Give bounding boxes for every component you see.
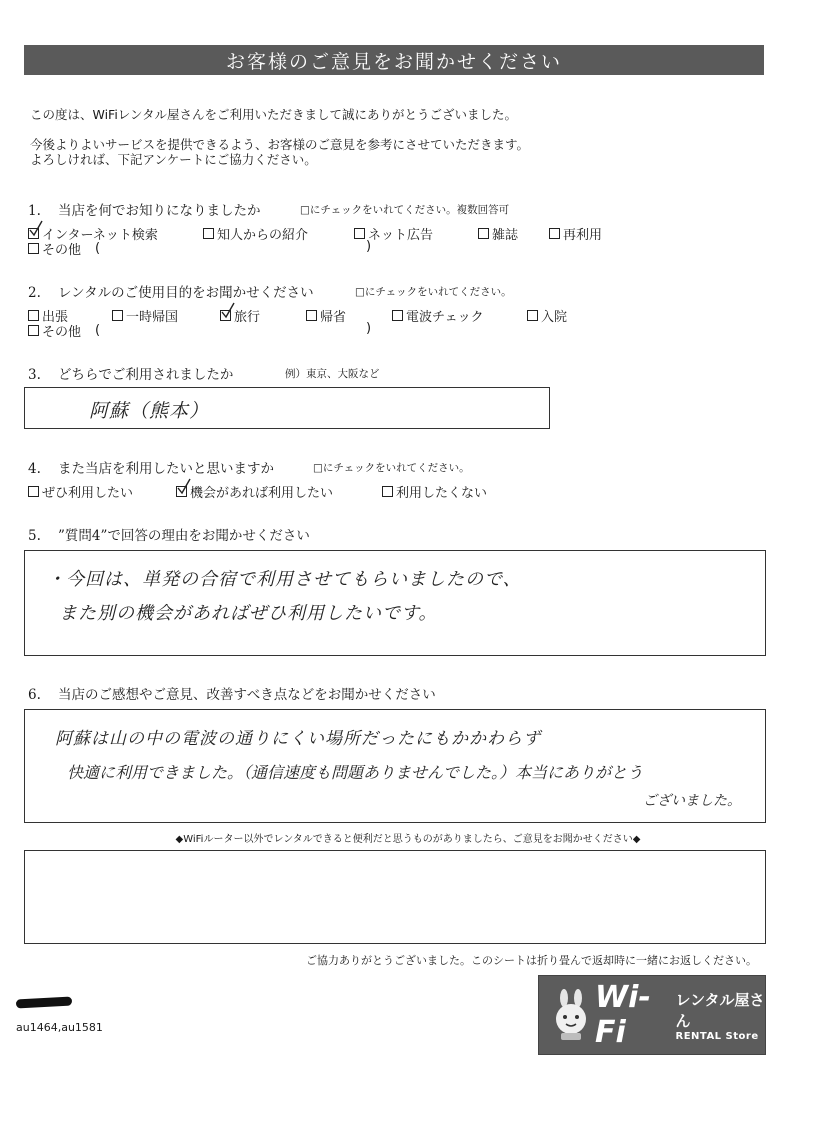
checkbox[interactable] bbox=[28, 228, 39, 239]
q3-answer-box[interactable] bbox=[24, 387, 550, 429]
q6-answer-line-3: ございました。 bbox=[643, 793, 741, 809]
q2-option-other[interactable]: その他 ( bbox=[28, 321, 100, 340]
checkbox[interactable] bbox=[354, 228, 365, 239]
q2-option-travel[interactable]: 旅行 bbox=[220, 306, 260, 325]
checkbox[interactable] bbox=[28, 310, 39, 321]
checkbox[interactable] bbox=[28, 243, 39, 254]
checkbox[interactable] bbox=[392, 310, 403, 321]
q1-note: □にチェックをいれてください。複数回答可 bbox=[300, 204, 510, 216]
checkbox[interactable] bbox=[176, 486, 187, 497]
suggestion-notice: ◆WiFiルーター以外でレンタルできると便利だと思うものがありましたら、ご意見をお聞かせください◆ bbox=[175, 834, 641, 845]
q1-option-web-ad[interactable]: ネット広告 bbox=[354, 224, 433, 243]
checkbox[interactable] bbox=[28, 486, 39, 497]
q4-title: 4. また当店を利用したいと思いますか bbox=[28, 461, 274, 477]
intro-line-1: この度は、WiFiレンタル屋さんをご利用いただきまして誠にありがとうございました。 bbox=[30, 107, 518, 122]
checkbox[interactable] bbox=[478, 228, 489, 239]
suggestion-answer-box[interactable] bbox=[24, 850, 766, 944]
q4-note: □にチェックをいれてください。 bbox=[313, 462, 470, 474]
q2-option-hospital[interactable]: 入院 bbox=[527, 306, 567, 325]
logo-jp-text: レンタル屋さん bbox=[675, 990, 765, 1030]
q5-answer-box[interactable] bbox=[24, 550, 766, 656]
checkbox[interactable] bbox=[203, 228, 214, 239]
q5-title: 5. ”質問4”で回答の理由をお聞かせください bbox=[28, 528, 310, 544]
checkbox[interactable] bbox=[112, 310, 123, 321]
q2-option-signal-check[interactable]: 電波チェック bbox=[392, 306, 484, 325]
checkbox[interactable] bbox=[382, 486, 393, 497]
q3-answer-text: 阿蘇（熊本） bbox=[89, 400, 210, 422]
logo-en-text: RENTAL Store bbox=[675, 1030, 759, 1042]
q1-option-internet[interactable]: インターネット検索 bbox=[28, 224, 158, 243]
company-logo bbox=[538, 975, 766, 1055]
q5-answer-line-1: ・今回は、単発の合宿で利用させてもらいましたので、 bbox=[47, 569, 522, 590]
q1-option-other[interactable]: その他 ( bbox=[28, 239, 100, 258]
q6-answer-line-1: 阿蘇は山の中の電波の通りにくい場所だったにもかかわらず bbox=[55, 729, 541, 749]
order-code: au1464,au1581 bbox=[16, 1021, 103, 1034]
checkbox[interactable] bbox=[549, 228, 560, 239]
logo-wifi-text: Wi-Fi bbox=[595, 980, 651, 1050]
q2-other-close: ) bbox=[366, 321, 372, 336]
q5-answer-line-2: また別の機会があればぜひ利用したいです。 bbox=[59, 603, 438, 624]
page-title: お客様のご意見をお聞かせください bbox=[24, 45, 764, 75]
q2-option-business[interactable]: 出張 bbox=[28, 306, 68, 325]
q4-option-if-chance[interactable]: 機会があれば利用したい bbox=[176, 482, 333, 501]
intro-line-3: よろしければ、下記アンケートにご協力ください。 bbox=[30, 152, 317, 167]
q6-answer-line-2: 快適に利用できました。（通信速度も問題ありませんでした。）本当にありがとう bbox=[67, 763, 644, 782]
intro-line-2: 今後よりよいサービスを提供できるよう、お客様のご意見を参考にさせていただきます。 bbox=[30, 137, 530, 152]
q6-title: 6. 当店のご感想やご意見、改善すべき点などをお聞かせください bbox=[28, 687, 436, 703]
logo-text-block bbox=[676, 989, 766, 1042]
q1-option-referral[interactable]: 知人からの紹介 bbox=[203, 224, 308, 243]
q3-note: 例）東京、大阪など bbox=[285, 368, 380, 380]
checkbox[interactable] bbox=[527, 310, 538, 321]
q3-title: 3. どちらでご利用されましたか bbox=[28, 367, 234, 383]
footer-thanks: ご協力ありがとうございました。このシートは折り畳んで返却時に一緒にお返しください。 bbox=[306, 954, 757, 967]
checkbox[interactable] bbox=[28, 325, 39, 336]
rabbit-mascot-icon bbox=[549, 989, 593, 1041]
checkbox[interactable] bbox=[306, 310, 317, 321]
q4-option-definitely[interactable]: ぜひ利用したい bbox=[28, 482, 133, 501]
q2-note: □にチェックをいれてください。 bbox=[355, 286, 512, 298]
q2-title: 2. レンタルのご使用目的をお聞かせください bbox=[28, 285, 314, 301]
checkbox[interactable] bbox=[220, 310, 231, 321]
q2-option-homecoming[interactable]: 帰省 bbox=[306, 306, 346, 325]
q6-answer-box[interactable] bbox=[24, 709, 766, 823]
q1-title: 1. 当店を何でお知りになりましたか bbox=[28, 203, 261, 219]
q1-option-magazine[interactable]: 雑誌 bbox=[478, 224, 518, 243]
q1-other-close: ) bbox=[366, 239, 372, 254]
q4-option-no[interactable]: 利用したくない bbox=[382, 482, 487, 501]
q2-option-temp-return[interactable]: 一時帰国 bbox=[112, 306, 178, 325]
redaction-mark bbox=[16, 997, 72, 1009]
q1-option-reuse[interactable]: 再利用 bbox=[549, 224, 602, 243]
